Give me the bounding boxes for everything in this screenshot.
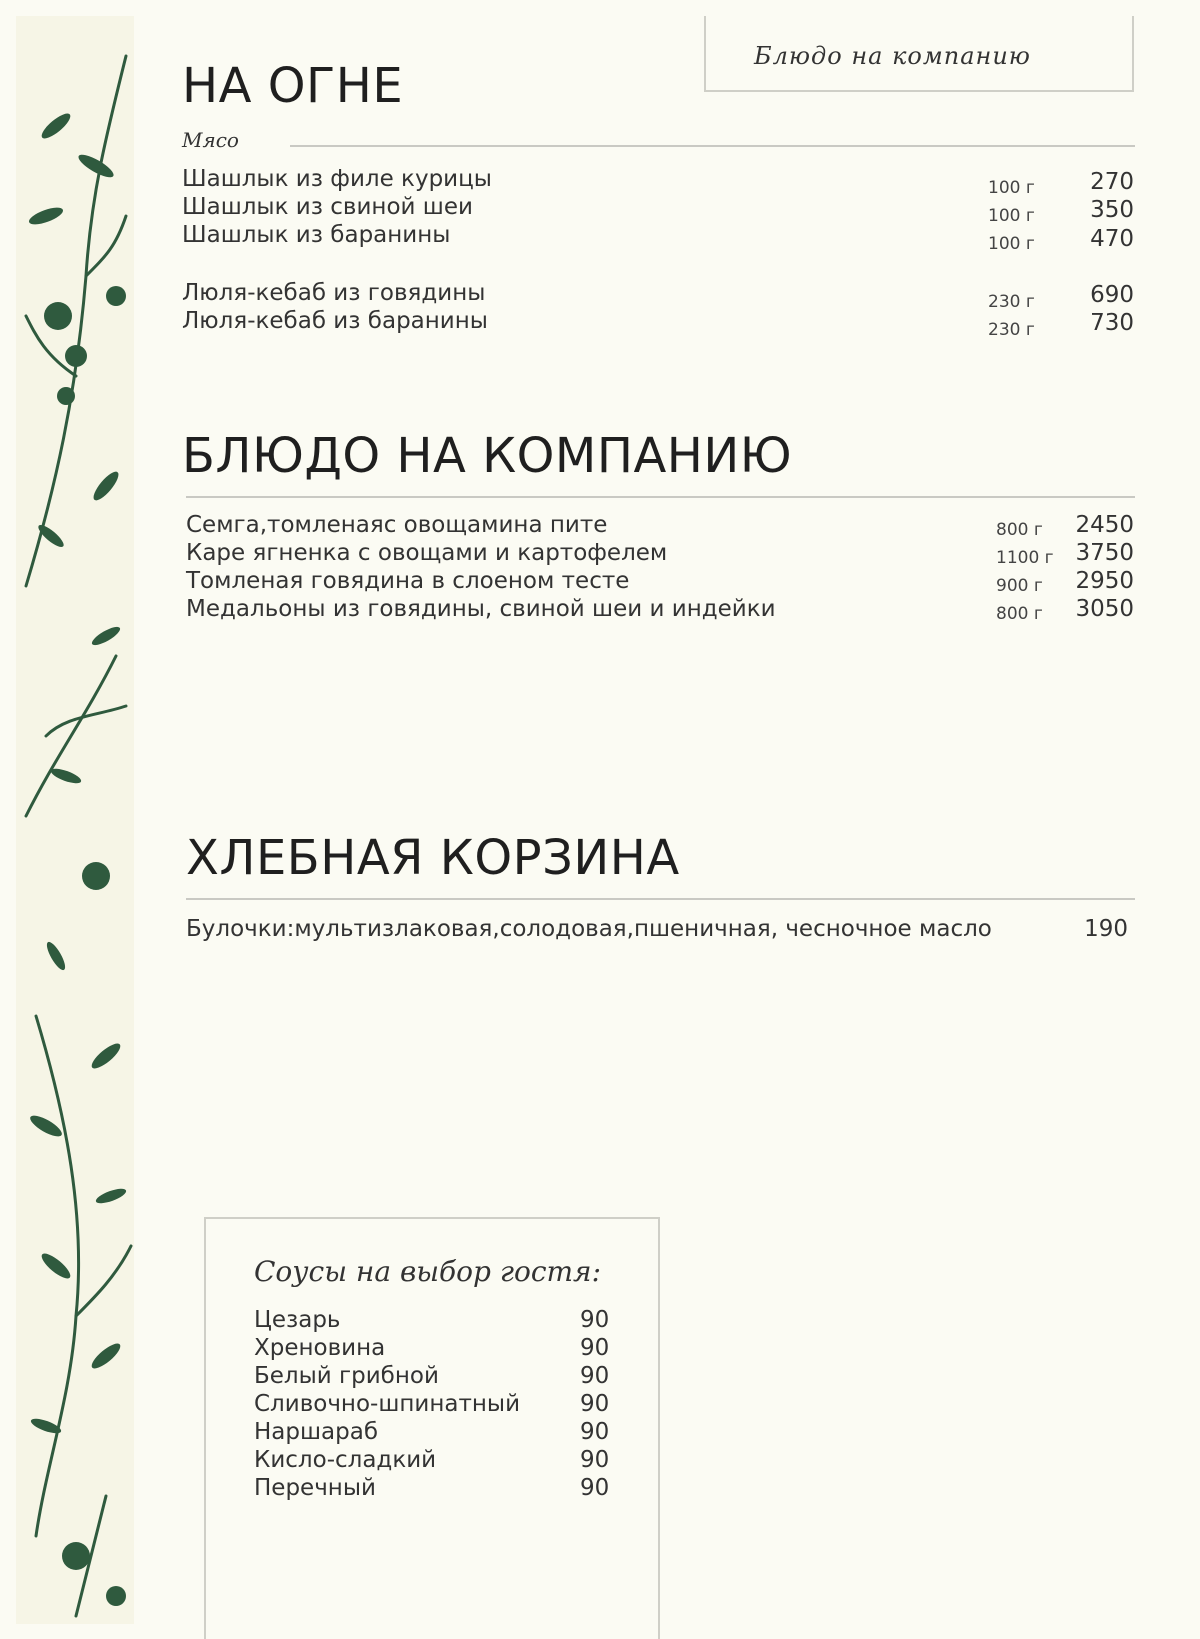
menu-item-price: 350 bbox=[1090, 197, 1134, 223]
sauce-price: 90 bbox=[580, 1419, 610, 1445]
menu-item-weight: 100 г bbox=[988, 234, 1035, 254]
sauce-price: 90 bbox=[580, 1335, 610, 1361]
menu-item-price: 3050 bbox=[1075, 596, 1134, 622]
sauces-panel bbox=[204, 1217, 660, 1639]
sauce-name: Белый грибной bbox=[254, 1363, 439, 1389]
divider bbox=[186, 496, 1135, 498]
sauce-name: Сливочно-шпинатный bbox=[254, 1391, 521, 1417]
sauce-name: Хреновина bbox=[254, 1335, 386, 1361]
menu-item-price: 190 bbox=[1084, 916, 1128, 942]
menu-item-name: Люля-кебаб из говядины bbox=[182, 280, 486, 306]
menu-item-price: 3750 bbox=[1075, 540, 1134, 566]
sauce-name: Наршараб bbox=[254, 1419, 379, 1445]
sauce-price: 90 bbox=[580, 1391, 610, 1417]
menu-item-weight: 100 г bbox=[988, 206, 1035, 226]
sauce-price: 90 bbox=[580, 1363, 610, 1389]
menu-item-name: Шашлык из свиной шеи bbox=[182, 194, 473, 220]
menu-item-price: 270 bbox=[1090, 169, 1134, 195]
sauce-price: 90 bbox=[580, 1307, 610, 1333]
sauce-name: Цезарь bbox=[254, 1307, 341, 1333]
menu-item-weight: 230 г bbox=[988, 320, 1035, 340]
menu-item-price: 2950 bbox=[1075, 568, 1134, 594]
sauce-name: Перечный bbox=[254, 1475, 376, 1501]
menu-item-name: Шашлык из филе курицы bbox=[182, 166, 492, 192]
menu-item-price: 470 bbox=[1090, 226, 1134, 252]
header-tab bbox=[704, 16, 1134, 92]
menu-item-name: Томленая говядина в слоеном тесте bbox=[186, 568, 630, 594]
sauce-name: Кисло-сладкий bbox=[254, 1447, 437, 1473]
section-title-bread: ХЛЕБНАЯ КОРЗИНА bbox=[186, 830, 680, 886]
section-title-company: БЛЮДО НА КОМПАНИЮ bbox=[182, 428, 793, 484]
menu-item-weight: 800 г bbox=[996, 604, 1043, 624]
menu-item-weight: 900 г bbox=[996, 576, 1043, 596]
menu-item-price: 2450 bbox=[1075, 512, 1134, 538]
menu-item-weight: 230 г bbox=[988, 292, 1035, 312]
section-title-fire: НА ОГНЕ bbox=[182, 58, 404, 114]
menu-item-weight: 100 г bbox=[988, 178, 1035, 198]
divider bbox=[290, 145, 1135, 147]
menu-item-price: 730 bbox=[1090, 310, 1134, 336]
sauce-price: 90 bbox=[580, 1447, 610, 1473]
menu-item-weight: 800 г bbox=[996, 520, 1043, 540]
menu-item-name: Люля-кебаб из баранины bbox=[182, 308, 488, 334]
menu-item-name: Булочки:мультизлаковая,солодовая,пшеничная, чесночное масло bbox=[186, 916, 992, 942]
menu-item-name: Каре ягненка с овощами и картофелем bbox=[186, 540, 668, 566]
sauces-title: Соусы на выбор гостя: bbox=[254, 1255, 602, 1288]
header-tab-label: Блюдо на компанию bbox=[754, 42, 1031, 70]
menu-item-weight: 1100 г bbox=[996, 548, 1054, 568]
section-subtitle-meat: Мясо bbox=[182, 128, 239, 152]
botanical-illustration bbox=[16, 16, 134, 1624]
menu-item-name: Медальоны из говядины, свиной шеи и индейки bbox=[186, 596, 776, 622]
menu-item-name: Шашлык из баранины bbox=[182, 222, 451, 248]
menu-item-price: 690 bbox=[1090, 282, 1134, 308]
sauce-price: 90 bbox=[580, 1475, 610, 1501]
divider bbox=[186, 898, 1135, 900]
menu-item-name: Семга,томленаяс овощамина пите bbox=[186, 512, 608, 538]
